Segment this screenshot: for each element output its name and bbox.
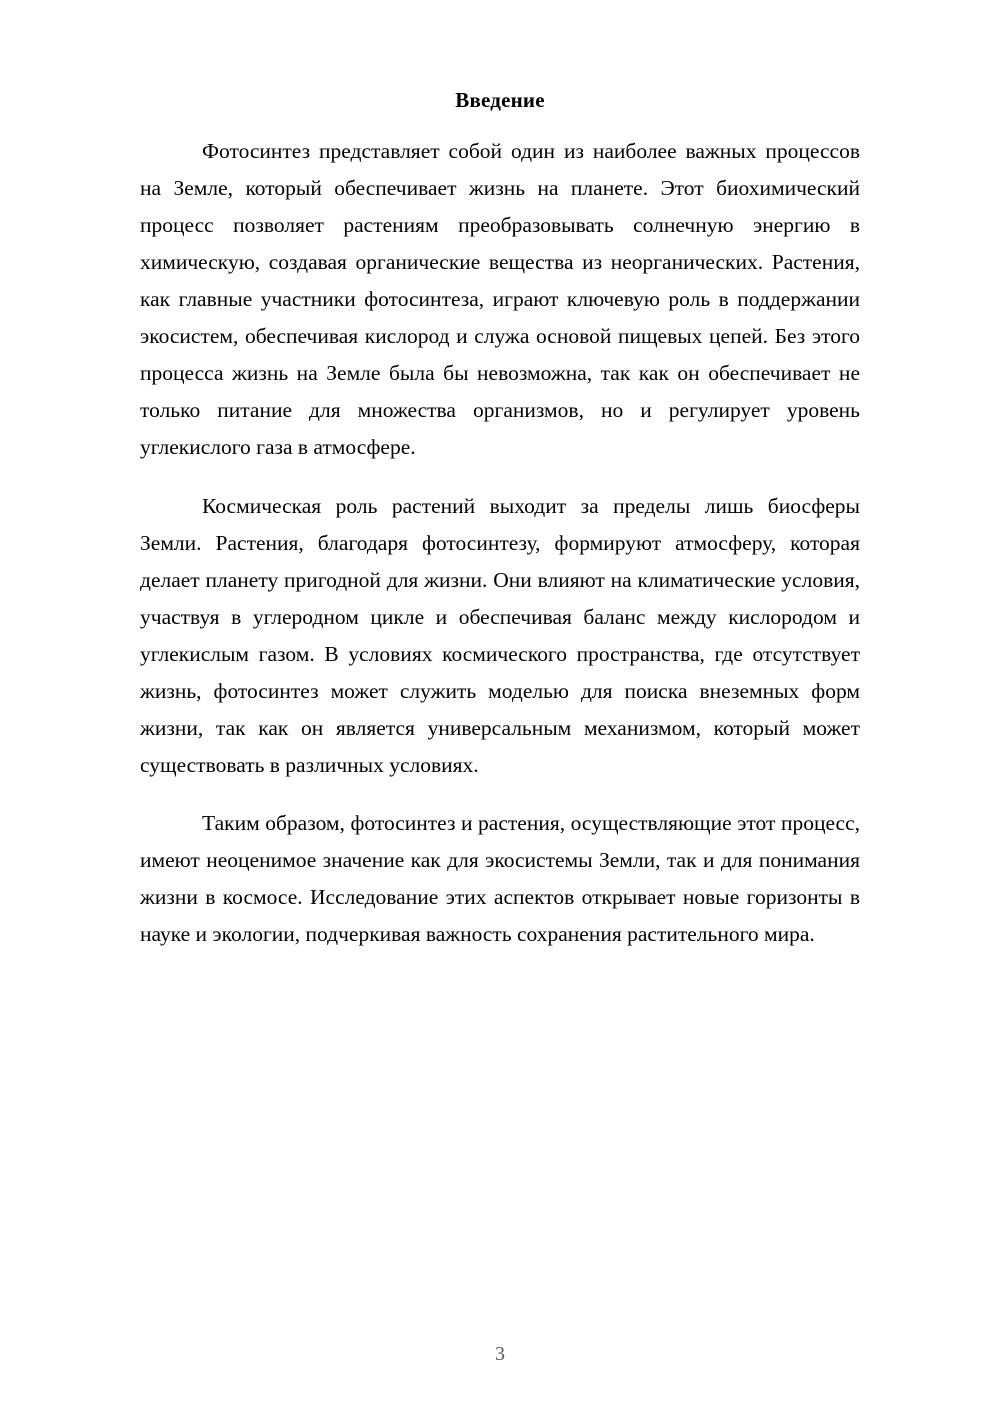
- body-paragraph-1: Фотосинтез представляет собой один из наиболее важных процессов на Земле, который обеспечивает жизнь на планете. Этот биохимический процесс позволяет растениям преобразовывать солнечную энергию в химическую, создавая органические вещества из неорганических. Растения, как главные участники фотосинтеза, играют ключевую роль в поддержании экосистем, обеспечивая кислород и служа основой пищевых цепей. Без этого процесса жизнь на Земле была бы невозможна, так как он обеспечивает не только питание для множества организмов, но и регулирует уровень углекислого газа в атмосфере.: [140, 139, 860, 459]
- body-paragraph-3: Таким образом, фотосинтез и растения, осуществляющие этот процесс, имеют неоценимое значение как для экосистемы Земли, так и для понимания жизни в космосе. Исследование этих аспектов открывает новые горизонты в науке и экологии, подчеркивая важность сохранения растительного мира.: [140, 811, 860, 947]
- page-title: Введение: [455, 88, 545, 112]
- body-paragraph-2: Космическая роль растений выходит за пределы лишь биосферы Земли. Растения, благодаря фотосинтезу, формируют атмосферу, которая делает планету пригодной для жизни. Они влияют на климатические условия, участвуя в углеродном цикле и обеспечивая баланс между кислородом и углекислым газом. В условиях космического пространства, где отсутствует жизнь, фотосинтез может служить моделью для поиска внеземных форм жизни, так как он является универсальным механизмом, который может существовать в различных условиях.: [140, 493, 860, 777]
- page-number: 3: [495, 1343, 505, 1365]
